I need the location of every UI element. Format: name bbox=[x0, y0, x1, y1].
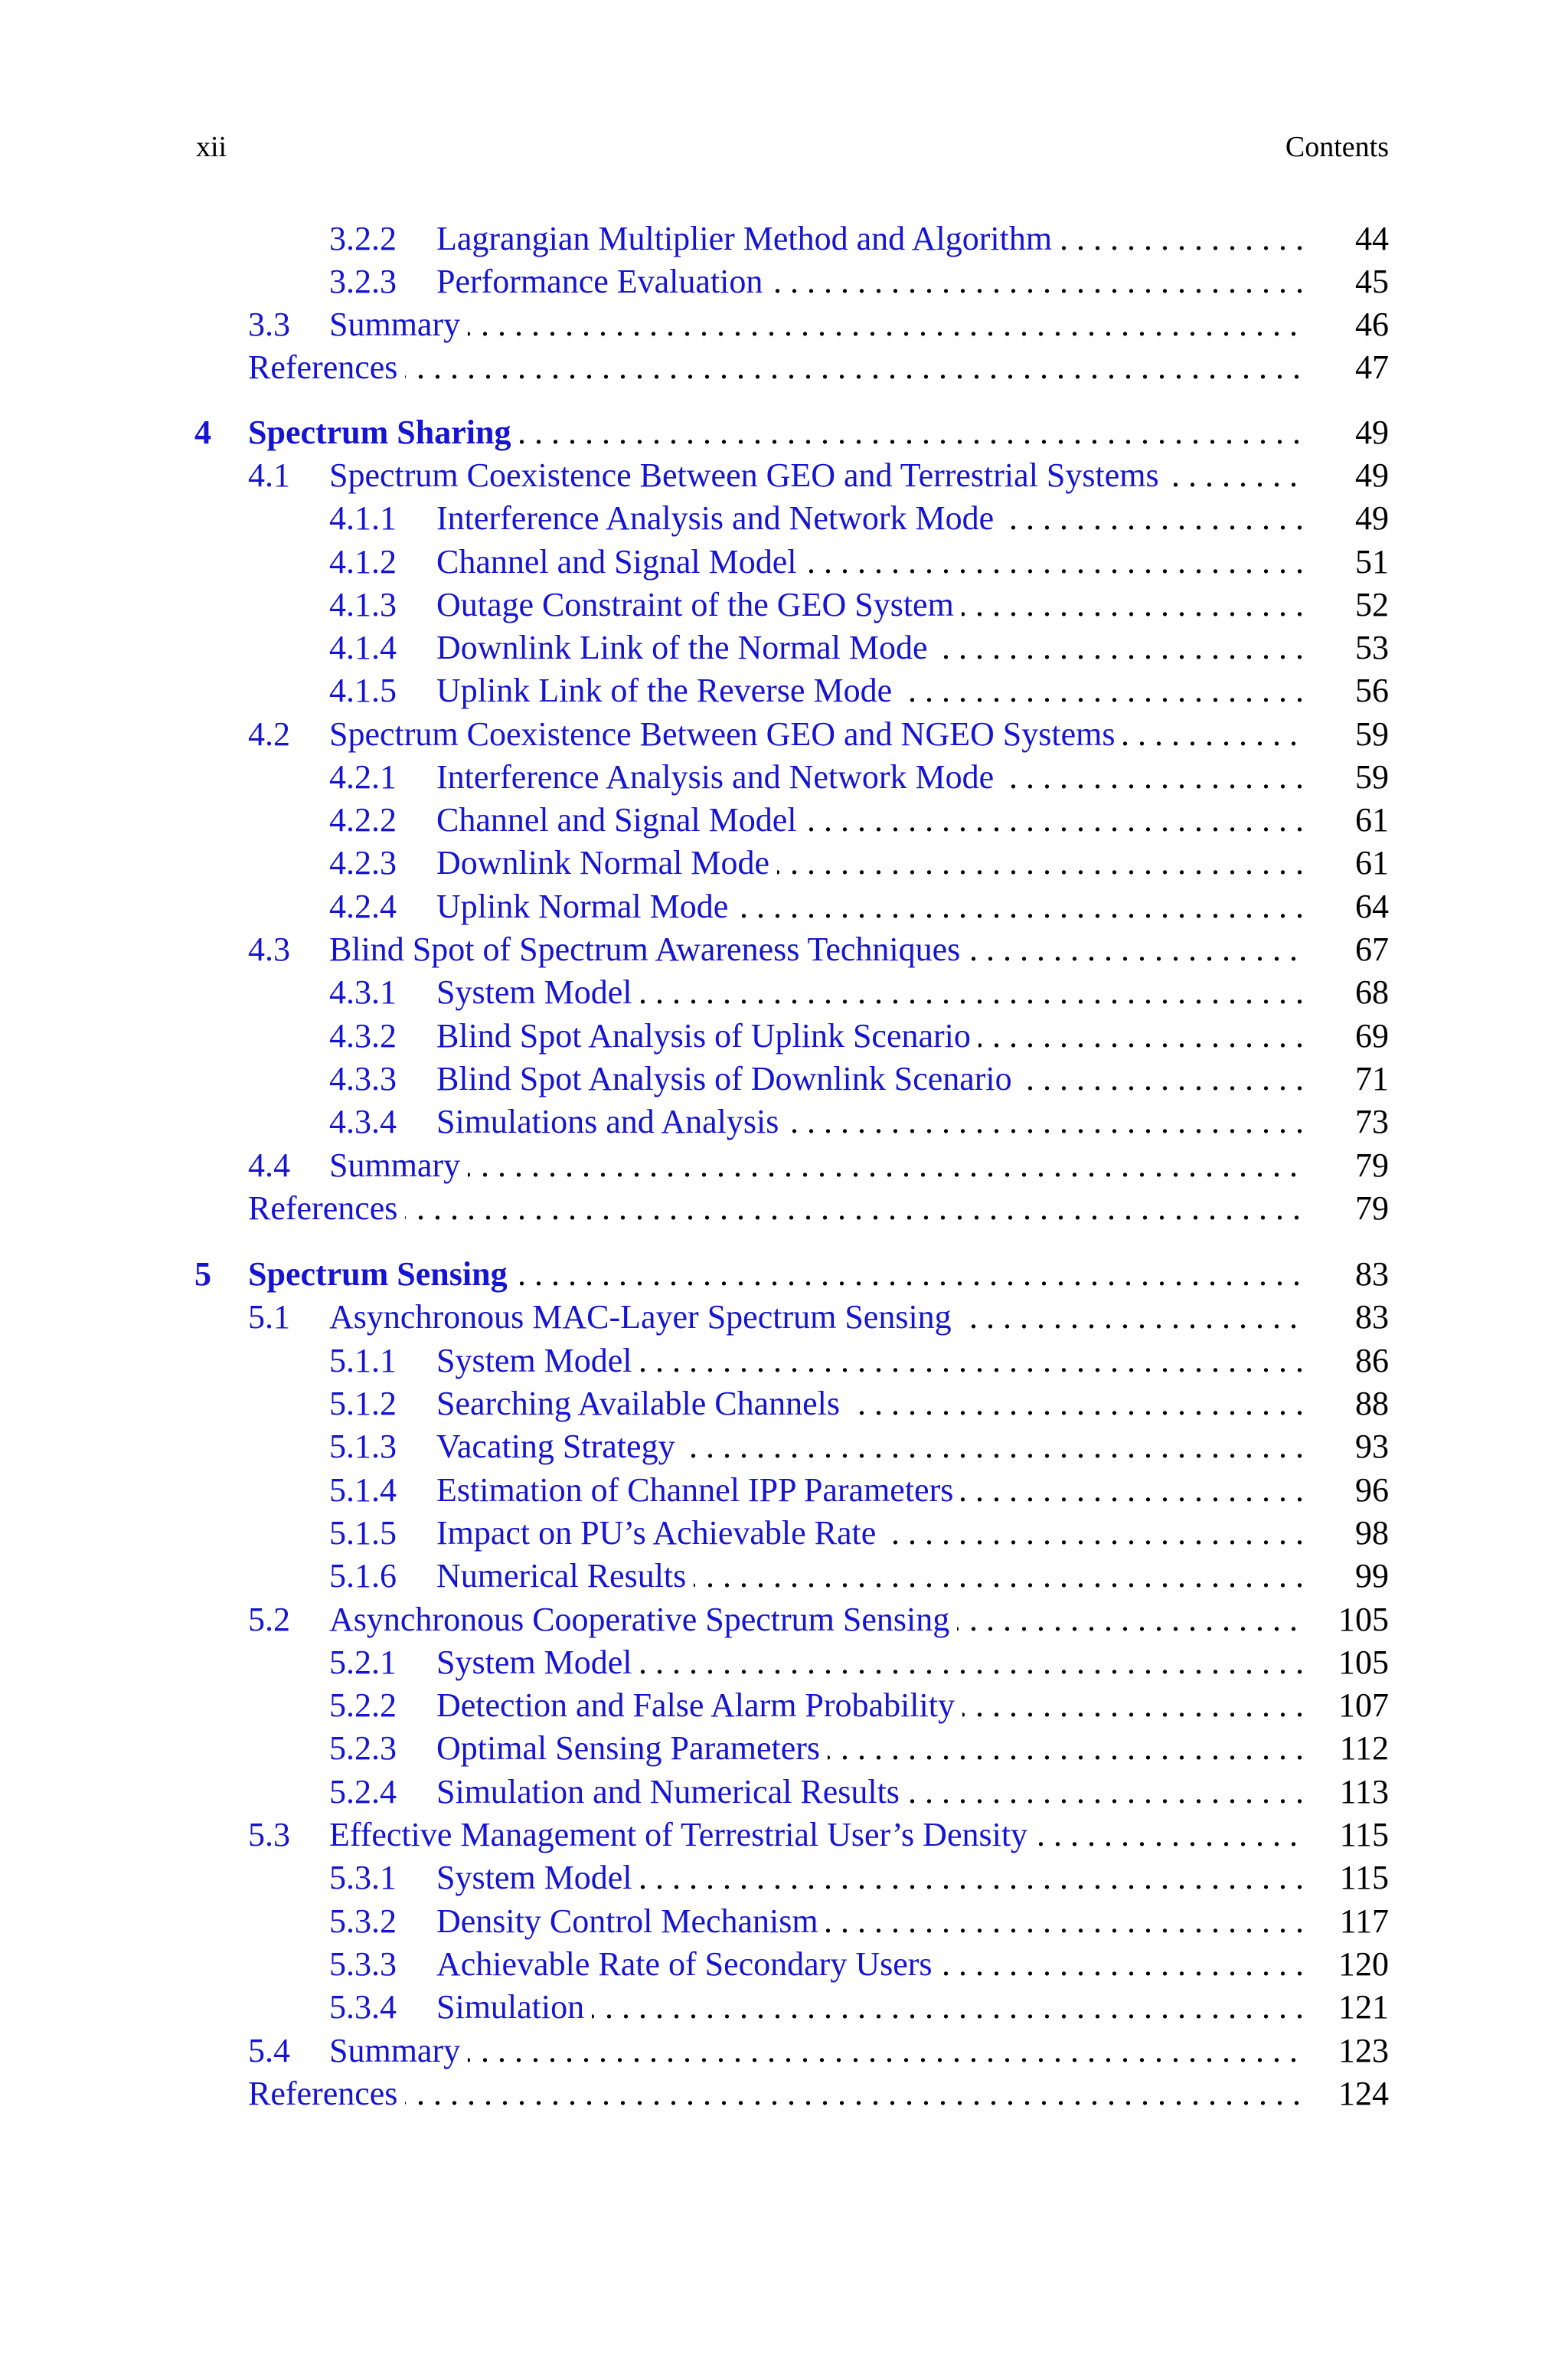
toc-entry-title: Simulation and Numerical Results bbox=[436, 1773, 907, 1810]
toc-entry-number: 5.3.2 bbox=[329, 1902, 397, 1940]
toc-entry-title: Uplink Normal Mode bbox=[436, 888, 736, 925]
toc-entry-title: Impact on PU’s Achievable Rate bbox=[436, 1514, 884, 1552]
toc-entry-page: 113 bbox=[1339, 1773, 1389, 1810]
toc-entry[interactable] bbox=[0, 1856, 1568, 1899]
toc-entry-page: 59 bbox=[1355, 758, 1389, 796]
toc-entry-title: Spectrum Sensing bbox=[248, 1255, 515, 1293]
toc-entry[interactable] bbox=[0, 1598, 1568, 1641]
toc-entry-number: 5.1.6 bbox=[329, 1557, 397, 1595]
toc-entry-number: 5.1.4 bbox=[329, 1471, 397, 1509]
toc-entry-number: 4.1.5 bbox=[329, 672, 397, 709]
toc-entry-title: System Model bbox=[436, 973, 639, 1011]
toc-entry-page: 51 bbox=[1355, 543, 1389, 581]
toc-entry-link[interactable] bbox=[329, 1296, 1308, 1339]
toc-entry-link[interactable] bbox=[436, 1512, 1308, 1555]
toc-entry-title: Density Control Mechanism bbox=[436, 1902, 826, 1940]
toc-entry-link[interactable] bbox=[436, 1425, 1308, 1468]
toc-entry-page: 120 bbox=[1338, 1945, 1389, 1983]
toc-entry-title: Simulations and Analysis bbox=[436, 1103, 786, 1140]
toc-entry[interactable] bbox=[0, 1641, 1568, 1684]
toc-entry-title: Simulation bbox=[436, 1988, 592, 2026]
toc-entry-link[interactable] bbox=[436, 1469, 1308, 1512]
toc-entry-page: 47 bbox=[1355, 348, 1389, 386]
toc-references-entry[interactable] bbox=[0, 346, 1568, 389]
toc-entry-title: Outage Constraint of the GEO System bbox=[436, 586, 962, 623]
toc-entry-number: 4.1.2 bbox=[329, 543, 397, 581]
toc-entry-page: 83 bbox=[1355, 1298, 1389, 1336]
toc-entry[interactable] bbox=[0, 1727, 1568, 1770]
toc-entry-number: 5.3.3 bbox=[329, 1945, 397, 1983]
toc-entry-page: 49 bbox=[1355, 414, 1389, 451]
toc-references-entry[interactable] bbox=[0, 2072, 1568, 2115]
toc-entry-page: 105 bbox=[1338, 1601, 1389, 1638]
toc-entry-page: 115 bbox=[1339, 1816, 1389, 1853]
toc-entry-link[interactable] bbox=[436, 1684, 1308, 1727]
toc-entry[interactable] bbox=[0, 1469, 1568, 1512]
toc-entry[interactable] bbox=[0, 1101, 1568, 1143]
toc-entry-page: 56 bbox=[1355, 672, 1389, 709]
toc-entry-title: Summary bbox=[329, 2032, 468, 2069]
toc-entry[interactable] bbox=[0, 1943, 1568, 1986]
toc-entry-number: 5.3.1 bbox=[329, 1859, 397, 1896]
toc-entry-link[interactable] bbox=[248, 411, 1308, 454]
toc-entry-link[interactable] bbox=[248, 1253, 1308, 1296]
toc-entry[interactable] bbox=[0, 1684, 1568, 1727]
toc-entry-link[interactable] bbox=[329, 2030, 1308, 2072]
toc-entry-title: Performance Evaluation bbox=[436, 263, 770, 300]
toc-entry[interactable] bbox=[0, 584, 1568, 626]
toc-entry-link[interactable] bbox=[436, 1641, 1308, 1684]
toc-entry-page: 67 bbox=[1355, 931, 1389, 968]
toc-entry-title: Estimation of Channel IPP Parameters bbox=[436, 1471, 961, 1509]
toc-entry-link[interactable] bbox=[436, 1382, 1308, 1425]
toc-entry-title: Summary bbox=[329, 306, 468, 343]
toc-entry-title: Achievable Rate of Secondary Users bbox=[436, 1945, 940, 1983]
toc-entry-page: 124 bbox=[1338, 2075, 1389, 2112]
toc-entry-title: Channel and Signal Model bbox=[436, 801, 805, 839]
toc-references-entry[interactable] bbox=[0, 1187, 1568, 1230]
toc-entry-title: Channel and Signal Model bbox=[436, 543, 805, 581]
toc-entry-number: 5.2.2 bbox=[329, 1686, 397, 1724]
toc-entry-title: Effective Management of Terrestrial User’s Density bbox=[329, 1816, 1035, 1853]
toc-entry-page: 79 bbox=[1355, 1189, 1389, 1227]
toc-entry-title: Spectrum Coexistence Between GEO and Terrestrial Systems bbox=[329, 456, 1167, 494]
toc-entry-page: 64 bbox=[1355, 888, 1389, 925]
toc-entry-page: 115 bbox=[1339, 1859, 1389, 1896]
toc-entry-page: 49 bbox=[1355, 456, 1389, 494]
toc-entry[interactable] bbox=[0, 799, 1568, 842]
toc-entry[interactable] bbox=[0, 454, 1568, 497]
toc-entry-number: 5.3 bbox=[248, 1816, 290, 1853]
toc-entry-link[interactable] bbox=[248, 346, 1308, 389]
toc-entry-number: 5.3.4 bbox=[329, 1988, 397, 2026]
toc-entry-title: Blind Spot of Spectrum Awareness Techniques bbox=[329, 931, 968, 968]
toc-entry-link[interactable] bbox=[436, 1943, 1308, 1986]
toc-entry[interactable] bbox=[0, 1900, 1568, 1943]
toc-entry-link[interactable] bbox=[436, 584, 1308, 626]
toc-entry-number: 5.2.3 bbox=[329, 1729, 397, 1767]
toc-entry-number: 4.2 bbox=[248, 715, 290, 753]
toc-entry-page: 123 bbox=[1338, 2032, 1389, 2069]
toc-entry-link[interactable] bbox=[436, 1727, 1308, 1770]
toc-entry[interactable] bbox=[0, 1382, 1568, 1425]
toc-entry-title: Interference Analysis and Network Mode bbox=[436, 499, 1001, 537]
header-title: Contents bbox=[1285, 131, 1389, 163]
toc-entry-number: 4.1.4 bbox=[329, 629, 397, 666]
toc-entry-page: 44 bbox=[1355, 220, 1389, 257]
toc-entry-page: 61 bbox=[1355, 801, 1389, 839]
toc-entry[interactable] bbox=[0, 303, 1568, 346]
toc-entry-title: References bbox=[248, 1189, 405, 1227]
toc-entry[interactable] bbox=[0, 756, 1568, 799]
toc-entry-link[interactable] bbox=[436, 885, 1308, 928]
toc-entry[interactable] bbox=[0, 541, 1568, 584]
toc-entry-number: 5.4 bbox=[248, 2032, 290, 2069]
toc-entry-title: References bbox=[248, 2075, 405, 2112]
toc-entry-number: 5.1.2 bbox=[329, 1385, 397, 1422]
toc-entry[interactable] bbox=[0, 669, 1568, 712]
toc-entry-title: References bbox=[248, 348, 405, 386]
toc-entry-page: 99 bbox=[1355, 1557, 1389, 1595]
toc-entry-link[interactable] bbox=[436, 1101, 1308, 1143]
toc-entry-number: 4.2.2 bbox=[329, 801, 397, 839]
toc-entry-link[interactable] bbox=[329, 454, 1308, 497]
toc-entry[interactable] bbox=[0, 260, 1568, 303]
toc-entry-page: 61 bbox=[1355, 844, 1389, 882]
toc-entry-title: Interference Analysis and Network Mode bbox=[436, 758, 1001, 796]
toc-entry[interactable] bbox=[0, 1425, 1568, 1468]
toc-entry-title: Detection and False Alarm Probability bbox=[436, 1686, 962, 1724]
toc-entry[interactable] bbox=[0, 2030, 1568, 2072]
toc-entry-link[interactable] bbox=[436, 1339, 1308, 1382]
toc-entry-link[interactable] bbox=[436, 1856, 1308, 1899]
toc-entry-title: Lagrangian Multiplier Method and Algorithm bbox=[436, 220, 1060, 257]
toc-entry-number: 5.2.4 bbox=[329, 1773, 397, 1810]
toc-entry-link[interactable] bbox=[329, 1814, 1308, 1856]
toc-entry-title: Blind Spot Analysis of Downlink Scenario bbox=[436, 1060, 1020, 1097]
toc-entry-page: 83 bbox=[1355, 1255, 1389, 1293]
toc-entry-number: 5.1.3 bbox=[329, 1428, 397, 1465]
toc-entry-page: 93 bbox=[1355, 1428, 1389, 1465]
toc-entry-title: Uplink Link of the Reverse Mode bbox=[436, 672, 900, 709]
toc-entry[interactable] bbox=[0, 1296, 1568, 1339]
toc-entry-title: System Model bbox=[436, 1342, 639, 1379]
toc-entry-link[interactable] bbox=[329, 713, 1308, 756]
toc-entry-title: Asynchronous MAC-Layer Spectrum Sensing bbox=[329, 1298, 959, 1336]
toc-entry-page: 49 bbox=[1355, 499, 1389, 537]
toc-entry[interactable] bbox=[0, 971, 1568, 1014]
toc-entry[interactable] bbox=[0, 1814, 1568, 1856]
toc-entry-page: 46 bbox=[1355, 306, 1389, 343]
toc-entry-title: Spectrum Coexistence Between GEO and NGEO Systems bbox=[329, 715, 1122, 753]
toc-entry-link[interactable] bbox=[436, 1771, 1308, 1814]
toc-entry[interactable] bbox=[0, 1512, 1568, 1555]
toc-entry[interactable] bbox=[0, 713, 1568, 756]
toc-entry-link[interactable] bbox=[436, 626, 1308, 669]
toc-entry-title: Spectrum Sharing bbox=[248, 414, 518, 451]
toc-entry-number: 4.1 bbox=[248, 456, 290, 494]
toc-entry-page: 96 bbox=[1355, 1471, 1389, 1509]
toc-entry-page: 112 bbox=[1339, 1729, 1389, 1767]
toc-entry-number: 4.2.4 bbox=[329, 888, 397, 925]
toc-entry-page: 79 bbox=[1355, 1146, 1389, 1184]
toc-entry[interactable] bbox=[0, 842, 1568, 885]
toc-entry-link[interactable] bbox=[436, 971, 1308, 1014]
toc-entry-number: 4.3.2 bbox=[329, 1017, 397, 1055]
toc-chapter-entry[interactable] bbox=[0, 1253, 1568, 1296]
toc-entry[interactable] bbox=[0, 1555, 1568, 1598]
toc-entry[interactable] bbox=[0, 497, 1568, 540]
toc-entry-link[interactable] bbox=[436, 799, 1308, 842]
toc-entry-page: 107 bbox=[1338, 1686, 1389, 1724]
toc-entry-number: 4.1.1 bbox=[329, 499, 397, 537]
toc-entry-title: Downlink Normal Mode bbox=[436, 844, 777, 882]
toc-entry-page: 98 bbox=[1355, 1514, 1389, 1552]
toc-entry-number: 3.2.2 bbox=[329, 220, 397, 257]
toc-entry-number: 5 bbox=[194, 1255, 211, 1293]
toc-entry-title: Asynchronous Cooperative Spectrum Sensing bbox=[329, 1601, 957, 1638]
toc-entry-link[interactable] bbox=[436, 842, 1308, 885]
toc-entry-title: Optimal Sensing Parameters bbox=[436, 1729, 828, 1767]
toc-entry-page: 88 bbox=[1355, 1385, 1389, 1422]
toc-chapter-entry[interactable] bbox=[0, 411, 1568, 454]
toc-entry-number: 4.4 bbox=[248, 1146, 290, 1184]
toc-entry-link[interactable] bbox=[248, 1187, 1308, 1230]
toc-entry[interactable] bbox=[0, 1986, 1568, 2029]
toc-entry-number: 4.1.3 bbox=[329, 586, 397, 623]
toc-entry-number: 4.3 bbox=[248, 931, 290, 968]
toc-entry[interactable] bbox=[0, 218, 1568, 260]
toc-entry-page: 52 bbox=[1355, 586, 1389, 623]
toc-entry-page: 53 bbox=[1355, 629, 1389, 666]
toc-entry-link[interactable] bbox=[436, 1900, 1308, 1943]
toc-entry-link[interactable] bbox=[436, 669, 1308, 712]
toc-entry[interactable] bbox=[0, 1015, 1568, 1058]
toc-entry-number: 5.1.5 bbox=[329, 1514, 397, 1552]
toc-entry-link[interactable] bbox=[329, 1598, 1308, 1641]
toc-entry-link[interactable] bbox=[329, 1144, 1308, 1187]
toc-entry-title: Summary bbox=[329, 1146, 468, 1184]
toc-entry-link[interactable] bbox=[436, 497, 1308, 540]
toc-entry-page: 121 bbox=[1338, 1988, 1389, 2026]
toc-entry-page: 105 bbox=[1338, 1644, 1389, 1681]
toc-entry-number: 4 bbox=[194, 414, 211, 451]
toc-entry-link[interactable] bbox=[248, 2072, 1308, 2115]
header-page-number: xii bbox=[196, 131, 227, 163]
toc-entry-page: 69 bbox=[1355, 1017, 1389, 1055]
toc-entry-number: 5.2 bbox=[248, 1601, 290, 1638]
toc-entry-title: Downlink Link of the Normal Mode bbox=[436, 629, 936, 666]
toc-entry-number: 4.2.1 bbox=[329, 758, 397, 796]
toc-entry-title: Searching Available Channels bbox=[436, 1385, 848, 1422]
toc-entry-number: 4.2.3 bbox=[329, 844, 397, 882]
toc-entry[interactable] bbox=[0, 885, 1568, 928]
toc-entry-page: 71 bbox=[1355, 1060, 1389, 1097]
toc-entry-number: 5.2.1 bbox=[329, 1644, 397, 1681]
toc-entry-page: 45 bbox=[1355, 263, 1389, 300]
toc-entry-link[interactable] bbox=[436, 1555, 1308, 1598]
toc-entry-number: 5.1.1 bbox=[329, 1342, 397, 1379]
toc-entry-link[interactable] bbox=[436, 1058, 1308, 1101]
toc-entry-page: 117 bbox=[1339, 1902, 1389, 1940]
toc-entry-number: 3.3 bbox=[248, 306, 290, 343]
toc-entry-link[interactable] bbox=[329, 303, 1308, 346]
toc-entry-link[interactable] bbox=[436, 218, 1308, 260]
toc-entry-title: Vacating Strategy bbox=[436, 1428, 683, 1465]
toc-entry-title: Numerical Results bbox=[436, 1557, 694, 1595]
toc-entry-page: 73 bbox=[1355, 1103, 1389, 1140]
toc-entry[interactable] bbox=[0, 928, 1568, 971]
toc-entry-link[interactable] bbox=[436, 541, 1308, 584]
toc-entry-link[interactable] bbox=[436, 756, 1308, 799]
toc-entry-page: 68 bbox=[1355, 973, 1389, 1011]
toc-entry-title: System Model bbox=[436, 1859, 639, 1896]
toc-entry[interactable] bbox=[0, 1339, 1568, 1382]
toc-entry-link[interactable] bbox=[436, 1015, 1308, 1058]
toc-entry-title: Blind Spot Analysis of Uplink Scenario bbox=[436, 1017, 978, 1055]
toc-entry-title: System Model bbox=[436, 1644, 639, 1681]
toc-entry[interactable] bbox=[0, 1058, 1568, 1101]
running-head bbox=[196, 129, 1389, 165]
toc-entry-page: 86 bbox=[1355, 1342, 1389, 1379]
toc-entry[interactable] bbox=[0, 626, 1568, 669]
toc-entry-link[interactable] bbox=[329, 928, 1308, 971]
toc-entry[interactable] bbox=[0, 1144, 1568, 1187]
toc-entry-page: 59 bbox=[1355, 715, 1389, 753]
toc-entry-number: 3.2.3 bbox=[329, 263, 397, 300]
toc-entry[interactable] bbox=[0, 1771, 1568, 1814]
toc-entry-number: 4.3.1 bbox=[329, 973, 397, 1011]
toc-entry-link[interactable] bbox=[436, 260, 1308, 303]
toc-entry-link[interactable] bbox=[436, 1986, 1308, 2029]
toc-entry-number: 4.3.4 bbox=[329, 1103, 397, 1140]
toc-entry-number: 4.3.3 bbox=[329, 1060, 397, 1097]
toc-entry-number: 5.1 bbox=[248, 1298, 290, 1336]
